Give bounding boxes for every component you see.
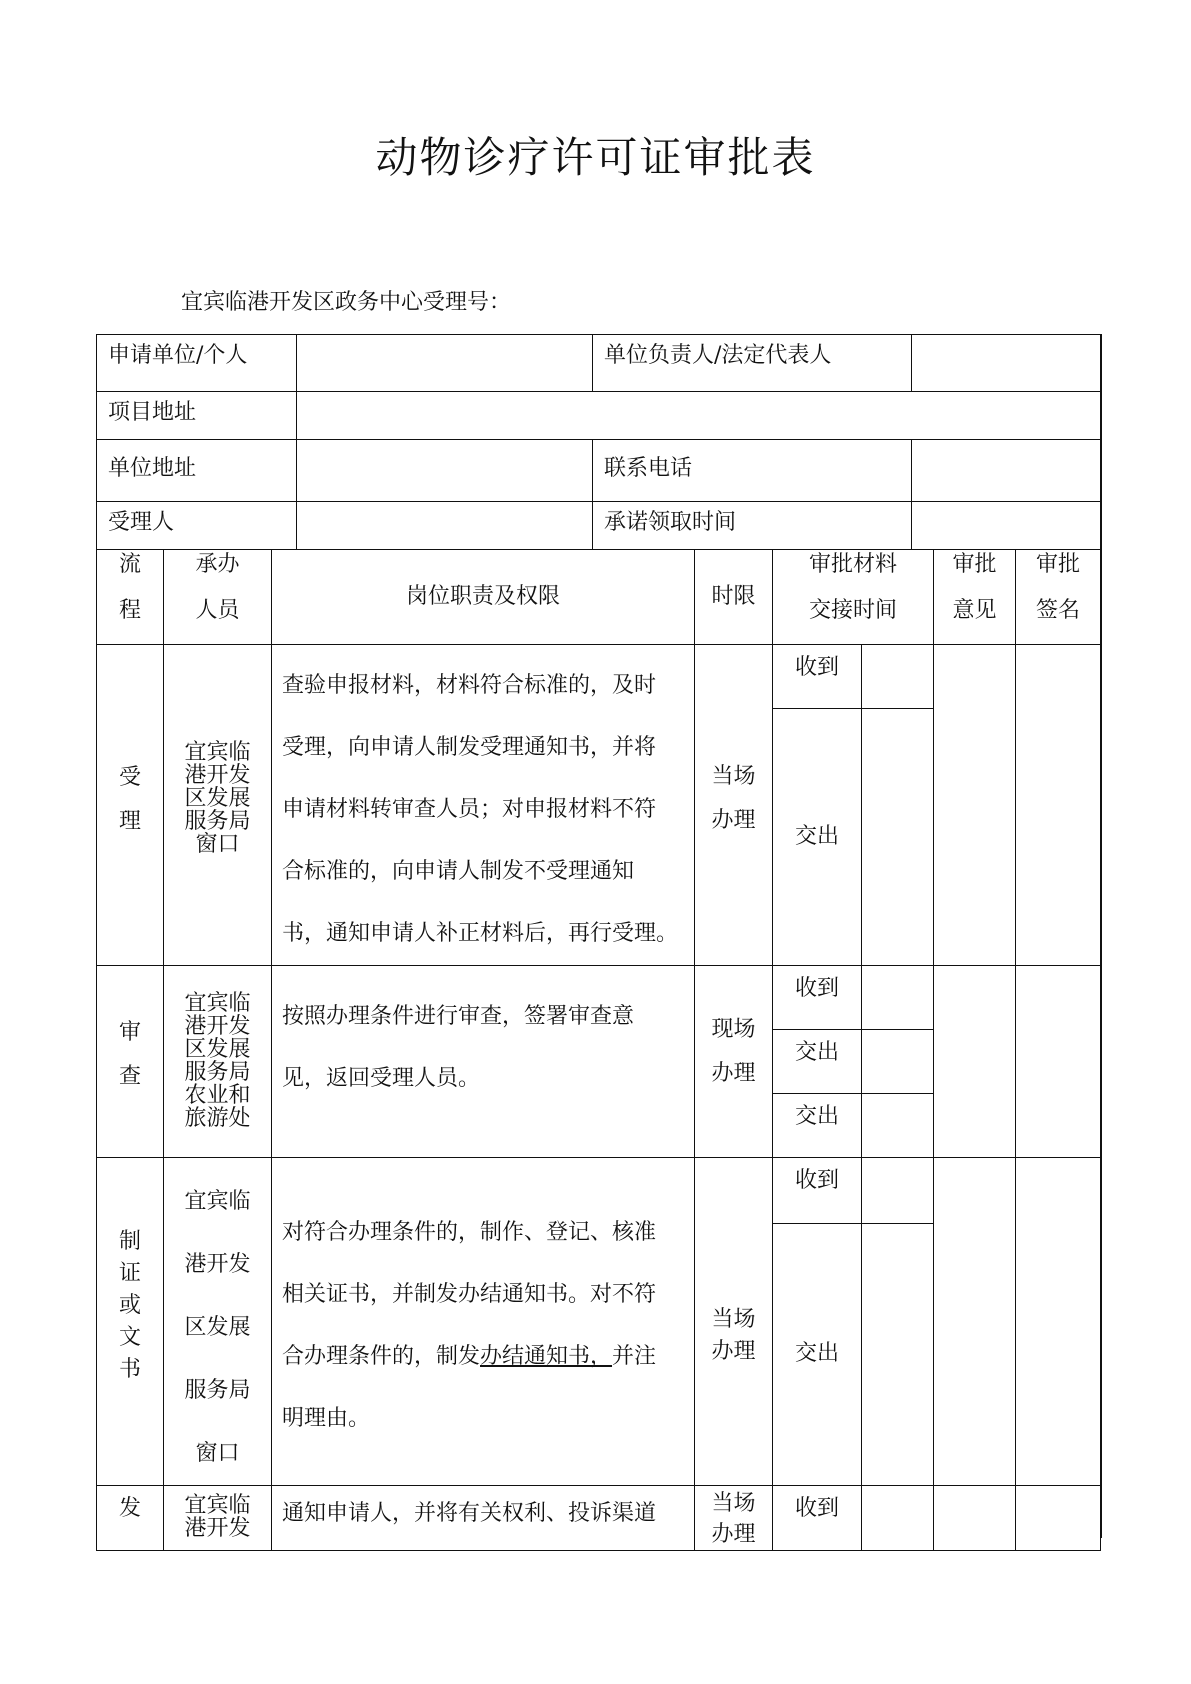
process-table [96,549,1101,1551]
step2-signature[interactable] [1016,965,1101,1157]
table-row [97,1485,1101,1550]
step2-time-limit: 现场 办理 [695,965,773,1157]
table-row [97,965,1101,1029]
step3-delivered-time[interactable] [862,1223,934,1485]
step1-received-time[interactable] [862,644,934,709]
step1-received-label: 收到 [773,644,862,709]
step1-flow: 受 理 [97,644,164,965]
step1-duties: 查验申报材料，材料符合标准的，及时 受理，向申请人制发受理通知书，并将 申请材料转审查人员；对申报材料不符 合标准的，向申请人制发不受理通知 书，通知申请人补正材料后，再行受理。 [272,644,695,965]
step4-opinion[interactable] [934,1485,1016,1550]
applicant-field[interactable] [297,335,593,392]
header-flow: 流 程 [97,549,164,644]
outer-border-line [1100,334,1102,1538]
table-row [97,644,1101,709]
step4-received-label: 收到 [773,1485,862,1550]
step2-delivered-time-2[interactable] [862,1093,934,1157]
step1-delivered-label: 交出 [773,709,862,965]
acceptor-label: 受理人 [97,502,297,550]
step2-delivered-time[interactable] [862,1029,934,1093]
page-title: 动物诊疗许可证审批表 [375,133,816,182]
step4-signature[interactable] [1016,1485,1101,1550]
step2-delivered-label-2: 交出 [773,1093,862,1157]
step2-received-time[interactable] [862,965,934,1029]
acceptor-field[interactable] [297,502,593,550]
phone-label: 联系电话 [593,440,912,502]
step1-signature[interactable] [1016,644,1101,965]
step2-handler: 宜宾临 港开发 区发展 服务局 农业和 旅游处 [164,965,272,1157]
step3-handler: 宜宾临 港开发 区发展 服务局 窗口 [164,1157,272,1485]
header-opinion: 审批 意见 [934,549,1016,644]
step4-received-time[interactable] [862,1485,934,1550]
step4-flow: 发 [97,1485,164,1550]
step3-delivered-label: 交出 [773,1223,862,1485]
step3-flow: 制 证 或 文 书 [97,1157,164,1485]
step4-handler: 宜宾临 港开发 [164,1485,272,1550]
phone-field[interactable] [912,440,1101,502]
step2-flow: 审 查 [97,965,164,1157]
unit-address-label: 单位地址 [97,440,297,502]
step3-opinion[interactable] [934,1157,1016,1485]
applicant-label: 申请单位/个人 [97,335,297,392]
header-handler: 承办 人员 [164,549,272,644]
legal-rep-label: 单位负责人/法定代表人 [593,335,912,392]
unit-address-field[interactable] [297,440,593,502]
approval-form [96,334,1101,1551]
table-row [97,1157,1101,1223]
step1-handler: 宜宾临 港开发 区发展 服务局 窗口 [164,644,272,965]
accept-number-label: 宜宾临港开发区政务中心受理号： [181,290,512,315]
step4-duties: 通知申请人，并将有关权利、投诉渠道 [272,1485,695,1550]
info-table [96,334,1101,550]
step3-received-time[interactable] [862,1157,934,1223]
step2-delivered-label: 交出 [773,1029,862,1093]
step3-signature[interactable] [1016,1157,1101,1485]
step3-received-label: 收到 [773,1157,862,1223]
promised-pickup-label: 承诺领取时间 [593,502,912,550]
promised-pickup-field[interactable] [912,502,1101,550]
step3-time-limit: 当场 办理 [695,1157,773,1485]
legal-rep-field[interactable] [912,335,1101,392]
header-handover: 审批材料 交接时间 [773,549,934,644]
step2-opinion[interactable] [934,965,1016,1157]
project-address-label: 项目地址 [97,392,297,440]
step2-duties: 按照办理条件进行审查，签署审查意 见，返回受理人员。 [272,965,695,1157]
header-duties: 岗位职责及权限 [272,549,695,644]
header-signature: 审批 签名 [1016,549,1101,644]
header-time-limit: 时限 [695,549,773,644]
step1-time-limit: 当场 办理 [695,644,773,965]
step3-duties: 对符合办理条件的，制作、登记、核准 相关证书，并制发办结通知书。对不符 合办理条件的，制发办结通知书，并注 明理由。 [272,1157,695,1485]
step2-received-label: 收到 [773,965,862,1029]
step4-time-limit: 当场 办理 [695,1485,773,1550]
step1-opinion[interactable] [934,644,1016,965]
step1-delivered-time[interactable] [862,709,934,965]
process-header-row [97,549,1101,644]
project-address-field[interactable] [297,392,1101,440]
